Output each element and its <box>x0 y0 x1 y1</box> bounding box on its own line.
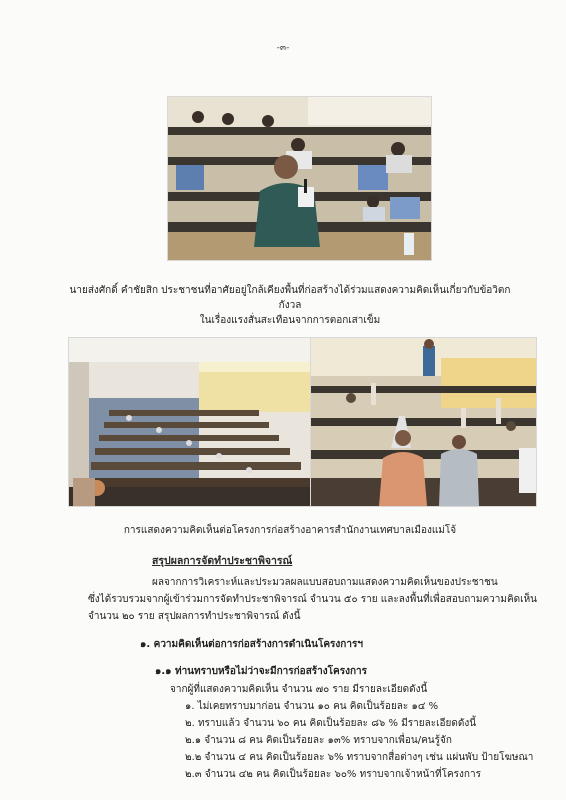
list-item: ๑. ไม่เคยทราบมาก่อน จำนวน ๑๐ คน คิดเป็นร้อยละ ๑๔ % <box>185 701 439 712</box>
summary-para-line-2: ซึ่งได้รวบรวมจากผู้เข้าร่วมการจัดทำประชาพิจารณ์ จำนวน ๕๐ ราย และลงพื้นที่เพื่อสอบถามความคิดเห็น <box>88 594 537 605</box>
photo-caption-1 <box>60 283 520 328</box>
meeting-photo-hall <box>68 337 312 507</box>
meeting-photo-hall-image <box>69 338 311 506</box>
summary-heading: สรุปผลการจัดทำประชาพิจารณ์ <box>152 555 293 567</box>
section-1-heading: ๑. ความคิดเห็นต่อการก่อสร้างการดำเนินโครงการฯ <box>140 639 363 650</box>
list-item: ๒. ทราบแล้ว จำนวน ๖๐ คน คิดเป็นร้อยละ ๘๖ % มีรายละเอียดดังนี้ <box>185 718 477 729</box>
meeting-photo-voting <box>310 337 537 507</box>
list-item: ๒.๒ จำนวน ๔ คน คิดเป็นร้อยละ ๖% ทราบจากสื่อต่างๆ เช่น แผ่นพับ ป้ายโฆษณา <box>185 752 534 763</box>
section-1-1-intro: จากผู้ที่แสดงความคิดเห็น จำนวน ๗๐ ราย มีรายละเอียดดังนี้ <box>170 684 428 695</box>
section-1-1-heading: ๑.๑ ท่านทราบหรือไม่ว่าจะมีการก่อสร้างโครงการ <box>155 666 368 677</box>
list-item: ๒.๑ จำนวน ๘ คน คิดเป็นร้อยละ ๑๓% ทราบจากเพื่อน/คนรู้จัก <box>185 735 452 746</box>
meeting-photo-speaker-image <box>168 97 431 260</box>
page-number: -๓- <box>276 43 290 53</box>
caption-1-line-2: ในเรื่องแรงสั่นสะเทือนจากการตอกเสาเข็ม <box>199 315 381 326</box>
meeting-photo-speaker <box>167 96 432 261</box>
photo-caption-2: การแสดงความคิดเห็นต่อโครงการก่อสร้างอาคารสำนักงานเทศบาลเมืองแม่โจ้ <box>123 525 457 536</box>
meeting-photo-voting-image <box>311 338 536 506</box>
summary-para-line-1: ผลจากการวิเคราะห์และประมวลผลแบบสอบถามแสดงความคิดเห็นของประชาชน <box>152 577 498 588</box>
caption-1-line-1: นายส่งศักดิ์ คำชัยสิก ประชาชนที่อาศัยอยู่ใกล้เคียงพื้นที่ก่อสร้างได้ร่วมแสดงความคิดเห็นเกี่ยวกับข้อวิตกกังวล <box>69 285 511 311</box>
summary-para-line-3: จำนวน ๒๐ ราย สรุปผลการทำประชาพิจารณ์ ดังนี้ <box>88 611 301 622</box>
list-item: ๒.๓ จำนวน ๔๒ คน คิดเป็นร้อยละ ๖๐% ทราบจากเจ้าหน้าที่โครงการ <box>185 769 481 780</box>
